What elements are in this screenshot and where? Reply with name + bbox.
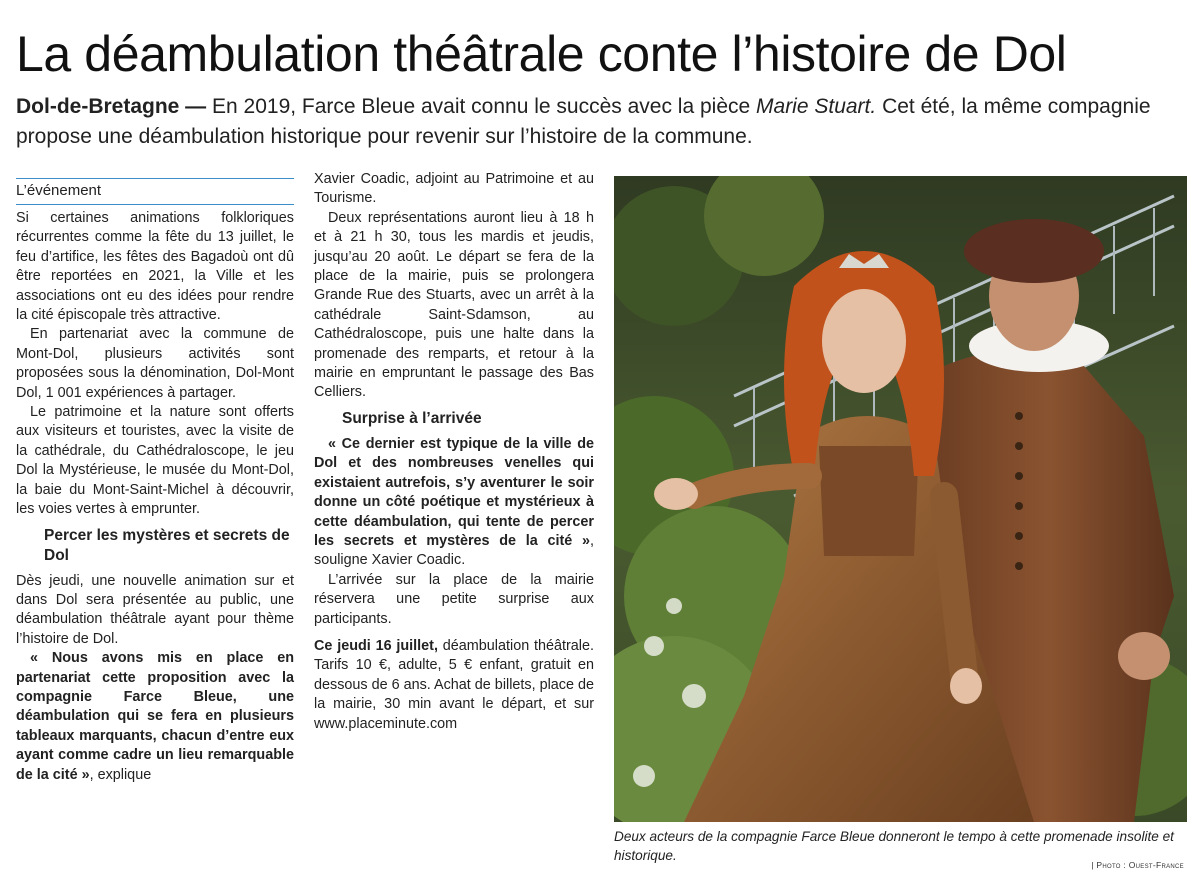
lede (16, 92, 1176, 152)
article-column-2 (314, 170, 594, 734)
paragraph: Dès jeudi, une nouvelle animation sur et dans Dol sera présentée au public, une déambulation théâtrale ayant pour thème l’histoire de Dol. (16, 572, 294, 647)
event-details: déambulation théâtrale. Tarifs 10 €, adulte, 5 € enfant, gratuit en dessous de 6 ans. Achat de billets, place de la mairie, 30 min avant le départ, et sur www.placeminute.com (314, 637, 595, 732)
quote: « Nous avons mis en place en partenariat cette proposition avec la compagnie Farce Bleue, une déambulation qui se fera en plusieurs tableaux marquants, chacun d’entre eux ayant comme cadre un lieu remarquable de la cité » (16, 650, 294, 783)
photo-caption: Deux acteurs de la compagnie Farce Bleue donneront le tempo à cette promenade insolite et historique. (614, 829, 1174, 863)
paragraph: En partenariat avec la commune de Mont-Dol, plusieurs activités sont proposées sous la dénomination, Dol-Mont Dol, 1 001 expériences à partager. (16, 326, 294, 401)
photo-credit: | Photo : Ouest-France (1091, 860, 1184, 870)
rubric-label: L’événement (16, 178, 294, 205)
subheading: Percer les mystères et secrets de Dol (44, 526, 290, 564)
lede-text-after: Cet été, la même compagnie propose une déambulation historique pour revenir sur l’histoire de la commune. (16, 95, 1151, 148)
paragraph: Xavier Coadic, adjoint au Patrimoine et au Tourisme. (314, 171, 594, 207)
headline: La déambulation théâtrale conte l’histoire de Dol (16, 26, 1067, 82)
paragraph: Si certaines animations folkloriques récurrentes comme la fête du 13 juillet, le feu d’artifice, les fêtes des Bagadoù ont dû être reportées en 2021, la Ville et les associations ont eu des idées pour rendre la cité épiscopale très attractive. (16, 210, 294, 324)
event-info (314, 637, 594, 734)
quote-paragraph (314, 435, 594, 571)
quote: « Ce dernier est typique de la ville de Dol et des nombreuses venelles qui existaient autrefois, s’y aventurer le soir donne un côté poétique et mystérieux à cette déambulation, qui tente de percer les secrets et mystères de la cité » (314, 435, 594, 549)
event-date: Ce jeudi 16 juillet, (314, 637, 438, 654)
lede-text-before: En 2019, Farce Bleue avait connu le succès avec la pièce (212, 95, 757, 118)
article-photo (614, 176, 1187, 822)
quote-paragraph (16, 649, 294, 785)
lede-place: Dol-de-Bretagne — (16, 95, 213, 118)
subheading: Surprise à l’arrivée (342, 409, 482, 427)
quote-attribution: , explique (89, 766, 152, 783)
quote-attribution: , souligne Xavier Coadic. (314, 532, 594, 569)
lede-title: Marie Stuart. (756, 95, 877, 118)
paragraph: Deux représentations auront lieu à 18 h et à 21 h 30, tous les mardis et jeudis, jusqu’au 20 août. Le départ se fera de la place de la mairie, puis se prolongera Grande Rue des Stuarts, avec un arrêt à la cathédrale Saint-Sdamson, au Cathédraloscope, puis une halte dans la promenade des remparts, et retour à la mairie en empruntant le passage des Bas Celliers. (314, 209, 594, 401)
article-column-1 (16, 172, 294, 785)
paragraph: L’arrivée sur la place de la mairie réservera une petite surprise aux participants. (314, 571, 594, 627)
paragraph: Le patrimoine et la nature sont offerts aux visiteurs et touristes, avec la visite de la cathédrale, du Cathédraloscope, le jeu Dol la Mystérieuse, le musée du Mont-Dol, la baie du Mont-Saint-Michel à découvrir, les voies vertes à emprunter. (16, 404, 294, 518)
